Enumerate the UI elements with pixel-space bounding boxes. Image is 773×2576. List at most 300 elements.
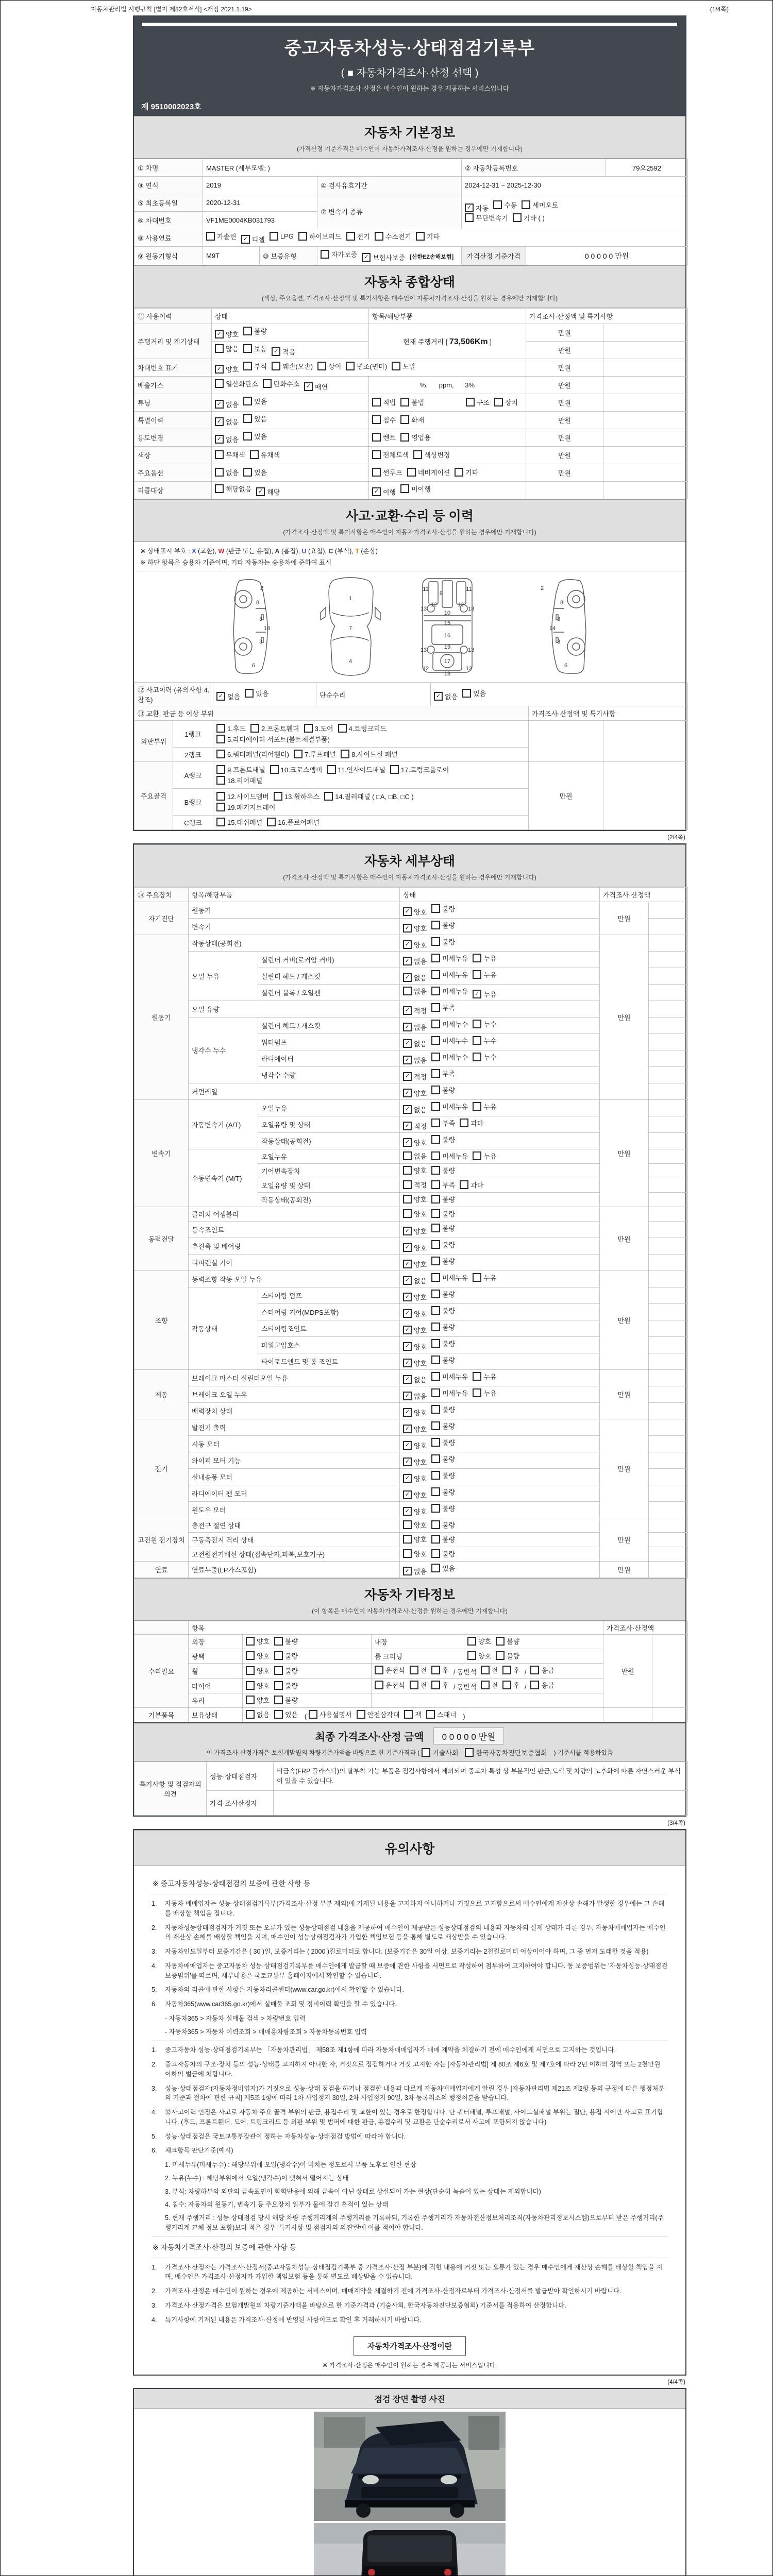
checkbox-7.루프패널[interactable] — [294, 749, 336, 759]
checkbox-양호[interactable] — [403, 1342, 427, 1351]
notice-item — [152, 2315, 668, 2325]
checkbox-있음[interactable] — [245, 688, 268, 698]
checkbox-불량[interactable] — [431, 1209, 455, 1218]
price-note — [649, 1502, 688, 1518]
price-note — [649, 1001, 688, 1018]
checkbox-없음[interactable] — [403, 973, 427, 982]
price-note — [649, 1050, 688, 1067]
checkbox-8.사이드실 패널[interactable] — [341, 749, 398, 759]
checkbox-불량[interactable] — [431, 1487, 455, 1497]
notice-item-text: 자동차매매업자는 중고자동차 성능·상태점검기록부를 매수인에게 발급할 때 보증에 관한 사항을 서면으로 작성하여 첨부하여 고지하여야 합니다. 동 보증범위는 '자동차성능·상태점검 보증범위'를 따르며, 세부내용은 국토교통부 홈페이지에서 확인할 수 있습니다. — [165, 1962, 668, 1979]
price-note — [649, 919, 688, 935]
checkbox-불량[interactable] — [431, 904, 455, 913]
checkbox-양호[interactable] — [246, 1636, 270, 1646]
checkbox-불량[interactable] — [243, 326, 267, 336]
checkbox-불량[interactable] — [431, 1454, 455, 1464]
checkbox-불량[interactable] — [274, 1681, 298, 1690]
checkbox-불법[interactable] — [400, 397, 424, 407]
col-major-device: ⑭ 주요장치 — [135, 888, 189, 902]
checkbox-불량[interactable] — [274, 1666, 298, 1675]
checkbox-3.도어[interactable] — [304, 723, 333, 733]
checkbox-부족[interactable] — [431, 1003, 455, 1012]
checkbox-유채색[interactable] — [250, 450, 280, 460]
checkbox-미이행[interactable] — [400, 484, 431, 494]
checkbox-미세누유[interactable] — [431, 1273, 468, 1282]
checkbox-적음[interactable] — [272, 347, 295, 357]
item-label: 고전원전기배선 상태(접속단자,피복,보호기구) — [189, 1547, 400, 1562]
checkbox-양호[interactable] — [403, 1490, 427, 1500]
checkbox-썬루프[interactable] — [372, 467, 402, 477]
checkbox-box — [243, 344, 252, 353]
checkbox-미세누유[interactable] — [431, 1371, 468, 1381]
checkbox-양호[interactable] — [403, 1440, 427, 1450]
checkbox-13.휠하우스[interactable] — [274, 791, 320, 801]
checkbox-변조(변타)[interactable] — [346, 361, 387, 371]
checkbox-구조[interactable] — [466, 397, 490, 407]
checkbox-무단변속기[interactable] — [465, 213, 508, 223]
checkbox-box — [462, 689, 471, 698]
notice-subitem: 1. 미세누유(미세누수) : 해당부위에 오일(냉각수)이 비치는 정도로서 부품 노후로 인한 현상 — [165, 2161, 416, 2168]
checkbox-15.대쉬패널[interactable] — [216, 817, 262, 827]
checkbox-1.후드[interactable] — [216, 723, 246, 733]
checkbox-6.쿼터패널(리어휀더)[interactable] — [216, 749, 289, 759]
checkbox-미세누유[interactable] — [431, 953, 468, 963]
checkbox-수소전기[interactable] — [375, 231, 411, 241]
checkbox-불량[interactable] — [431, 1322, 455, 1332]
checkbox-label: 있음 — [256, 689, 269, 698]
checkbox-적법[interactable] — [372, 397, 396, 407]
checkbox-양호[interactable] — [403, 923, 427, 933]
price-note — [649, 1452, 688, 1469]
checkbox-label: 미세누유 — [442, 1389, 468, 1397]
svg-text:3: 3 — [557, 616, 561, 622]
checkbox-미세누유[interactable] — [431, 1151, 468, 1161]
checkbox-영업용[interactable] — [400, 432, 431, 442]
checkbox-box — [431, 1069, 440, 1078]
checkbox-화재[interactable] — [400, 415, 424, 425]
checkbox-과다[interactable] — [460, 1118, 483, 1128]
notice-item-number: 3. — [152, 2301, 157, 2309]
checkbox-11.인사이드패널[interactable] — [327, 765, 385, 774]
checkbox-불량[interactable] — [431, 1165, 455, 1175]
checkbox-가솔린[interactable] — [206, 231, 237, 241]
checkbox-없음[interactable] — [403, 1055, 427, 1065]
checkbox-label: 16.플로어패널 — [278, 819, 320, 826]
checkbox-box — [481, 1666, 490, 1674]
checkbox-양호[interactable] — [246, 1695, 270, 1705]
checkbox-불량[interactable] — [431, 1338, 455, 1348]
checkbox-4.트렁크리드[interactable] — [338, 723, 387, 733]
checkbox-box — [431, 1564, 440, 1572]
checkbox-있음[interactable] — [431, 1563, 455, 1573]
checkbox-양호[interactable] — [215, 364, 239, 374]
checkbox-전[interactable] — [481, 1665, 498, 1675]
price-amount: 만원 — [526, 324, 603, 342]
svg-text:12: 12 — [465, 666, 473, 672]
checkbox-해당[interactable] — [256, 487, 280, 497]
checkbox-매연[interactable] — [304, 382, 328, 392]
checkbox-불량[interactable] — [431, 1404, 455, 1414]
checkbox-누유[interactable] — [473, 1273, 496, 1282]
checkbox-해당없음[interactable] — [215, 484, 251, 494]
checkbox-미세누유[interactable] — [431, 970, 468, 979]
checkbox-보통[interactable] — [243, 344, 267, 353]
checkbox-전체도색[interactable] — [372, 450, 409, 460]
item-label: 실내송풍 모터 — [189, 1469, 400, 1485]
checkbox-색상변경[interactable] — [413, 450, 450, 460]
checkbox-있음[interactable] — [243, 396, 267, 406]
checkbox-미세누유[interactable] — [431, 1388, 468, 1398]
checkbox-양호[interactable] — [403, 1473, 427, 1483]
checkbox-미세누수[interactable] — [431, 1036, 468, 1045]
checkbox-box: ✓ — [403, 1056, 412, 1064]
checkbox-양호[interactable] — [467, 1651, 491, 1660]
checkbox-양호[interactable] — [403, 1358, 427, 1368]
item-state — [400, 1100, 600, 1116]
checkbox-있음[interactable] — [243, 414, 267, 423]
checkbox-탄화수소[interactable] — [263, 379, 299, 388]
checkbox-없음[interactable] — [403, 1391, 427, 1401]
checkbox-보험사보증[interactable] — [362, 252, 405, 262]
checkbox-box — [431, 1372, 440, 1381]
checkbox-하이브리드[interactable] — [298, 231, 342, 241]
checkbox-label: 불량 — [285, 1652, 298, 1660]
checkbox-14.필러패널 ( □A, □B, □C )[interactable] — [324, 791, 414, 801]
checkbox-적정[interactable] — [403, 1180, 427, 1190]
checkbox-양호[interactable] — [467, 1636, 491, 1646]
checkbox-누수[interactable] — [473, 1052, 496, 1062]
checkbox-양호[interactable] — [403, 1506, 427, 1516]
price-amount: 만원 — [526, 412, 603, 429]
checkbox-후[interactable] — [431, 1680, 449, 1690]
checkbox-후[interactable] — [502, 1665, 520, 1675]
checkbox-불량[interactable] — [274, 1651, 298, 1660]
checkbox-한국자동차진단보증협회[interactable] — [465, 1748, 547, 1757]
checkbox-불량[interactable] — [274, 1636, 298, 1646]
checkbox-box — [431, 1151, 440, 1160]
checkbox-적정[interactable] — [403, 1006, 427, 1015]
notice-item-number: 3. — [152, 2084, 157, 2092]
checkbox-없음[interactable] — [215, 399, 239, 409]
checkbox-훼손(오손)[interactable] — [272, 361, 313, 371]
checkbox-없음[interactable] — [403, 1039, 427, 1048]
notice-item-text: 성능·상태점검자(자동차정비업자)가 거짓으로 성능·상태 점검을 하거나 점검한 내용과 다르게 자동차매매업자에게 알린 경우 [자동차관리법 제21조 제2항 등의 규정에 따른 행정처분의 기준과 절차에 관한 규칙] 제5조 1항에 따라 1차 사업정지 30일, 2차 사업정지 90일, 3차 등록취소의 행정처분을 받습니다. — [165, 2084, 665, 2102]
part-options — [369, 447, 526, 464]
checkbox-불량[interactable] — [431, 1194, 455, 1204]
checkbox-label: 적정 — [414, 1123, 427, 1130]
checkbox-없음[interactable] — [215, 434, 239, 444]
checkbox-잭[interactable] — [404, 1709, 422, 1719]
checkbox-불량[interactable] — [431, 1289, 455, 1299]
checkbox-적정[interactable] — [403, 1072, 427, 1081]
checkbox-부족[interactable] — [431, 1118, 455, 1128]
item-state — [400, 1547, 600, 1562]
checkbox-불량[interactable] — [431, 1549, 455, 1558]
item-label: 충전구 절연 상태 — [189, 1518, 400, 1533]
checkbox-있음[interactable] — [462, 688, 486, 698]
state-options — [212, 324, 369, 342]
final-price-note — [134, 1748, 685, 1757]
checkbox-자동[interactable] — [465, 203, 489, 213]
checkbox-없음[interactable] — [216, 691, 240, 701]
checkbox-10.크로스멤버[interactable] — [270, 765, 323, 774]
checkbox-불량[interactable] — [431, 937, 455, 946]
checkbox-과다[interactable] — [460, 1180, 483, 1190]
checkbox-기술사회[interactable] — [422, 1748, 458, 1757]
checkbox-양호[interactable] — [403, 1424, 427, 1434]
price-amount: 만원 — [600, 1518, 649, 1562]
checkbox-label: 없음 — [414, 1376, 427, 1384]
checkbox-label: 응급 — [541, 1682, 554, 1689]
price-note — [649, 1562, 688, 1578]
checkbox-후[interactable] — [502, 1680, 520, 1690]
checkbox-부식[interactable] — [243, 361, 267, 371]
checkbox-label: 후 — [442, 1667, 449, 1674]
checkbox-label: 보험사보증 — [373, 254, 406, 262]
checkbox-렌트[interactable] — [372, 432, 396, 442]
checkbox-수동[interactable] — [493, 200, 517, 210]
checkbox-box: ✓ — [372, 487, 381, 496]
checkbox-5.라디에이터 서포트(볼트체결부품)[interactable] — [216, 734, 330, 744]
item-state — [400, 1386, 600, 1403]
checkbox-세미오토[interactable] — [522, 200, 558, 210]
checkbox-양호[interactable] — [403, 1534, 427, 1544]
checkbox-침수[interactable] — [372, 415, 396, 425]
checkbox-후[interactable] — [431, 1665, 449, 1675]
checkbox-label: 과다 — [470, 1181, 484, 1189]
checkbox-전[interactable] — [410, 1665, 427, 1675]
notice-item-text: 체크항목 판단기준(예시) — [165, 2147, 233, 2155]
checkbox-2.프론트휀더[interactable] — [250, 723, 299, 733]
svg-text:12: 12 — [457, 602, 464, 608]
checkbox-누유[interactable] — [473, 1101, 496, 1111]
checkbox-box: ✓ — [403, 1490, 412, 1499]
checkbox-양호[interactable] — [403, 1325, 427, 1335]
checkbox-스패너[interactable] — [426, 1709, 457, 1719]
checkbox-양호[interactable] — [403, 1243, 427, 1252]
checkbox-label: 불량 — [442, 905, 456, 913]
checkbox-불량[interactable] — [431, 1437, 455, 1447]
checkbox-부족[interactable] — [431, 1180, 455, 1190]
checkbox-양호[interactable] — [403, 1292, 427, 1302]
item-state — [400, 968, 600, 985]
checkbox-부족[interactable] — [431, 1069, 455, 1078]
checkbox-불량[interactable] — [496, 1636, 519, 1646]
checkbox-없음[interactable] — [403, 1105, 427, 1114]
checkbox-없음[interactable] — [215, 467, 239, 477]
checkbox-box: ✓ — [403, 1375, 412, 1384]
checkbox-누유[interactable] — [473, 1151, 496, 1161]
checkbox-9.프론트패널[interactable] — [216, 765, 265, 774]
row-label: 용도변경 — [135, 429, 212, 447]
checkbox-box — [400, 415, 409, 424]
checkbox-label: 색상변경 — [424, 451, 450, 459]
checkbox-있음[interactable] — [243, 467, 267, 477]
checkbox-상이[interactable] — [317, 361, 341, 371]
checkbox-양호[interactable] — [403, 940, 427, 950]
checkbox-운전석[interactable] — [375, 1665, 405, 1675]
checkbox-운전석[interactable] — [375, 1680, 405, 1690]
checkbox-양호[interactable] — [215, 329, 239, 339]
item-label: 라디에이터 — [258, 1050, 400, 1067]
checkbox-box — [431, 970, 440, 979]
checkbox-box: ✓ — [403, 1276, 412, 1285]
svg-text:7: 7 — [348, 625, 352, 632]
checkbox-양호[interactable] — [403, 1194, 427, 1204]
checkbox-이행[interactable] — [372, 487, 396, 497]
checkbox-있음[interactable] — [274, 1709, 298, 1719]
checkbox-17.트렁크플로어[interactable] — [390, 765, 449, 774]
checkbox-불량[interactable] — [431, 1306, 455, 1315]
checkbox-전[interactable] — [410, 1680, 427, 1690]
checkbox-box — [431, 1180, 440, 1189]
checkbox-불량[interactable] — [431, 1085, 455, 1095]
checkbox-없음[interactable] — [246, 1709, 270, 1719]
checkbox-누유[interactable] — [473, 970, 496, 979]
checkbox-안전삼각대[interactable] — [357, 1709, 400, 1719]
checkbox-없음[interactable] — [403, 956, 427, 966]
checkbox-불량[interactable] — [431, 1534, 455, 1544]
checkbox-없음[interactable] — [403, 1375, 427, 1384]
checkbox-있음[interactable] — [243, 431, 267, 441]
notice-item-number: 3. — [152, 1948, 157, 1955]
checkbox-누수[interactable] — [473, 1036, 496, 1045]
checkbox-누유[interactable] — [473, 1388, 496, 1398]
checkbox-양호[interactable] — [403, 1226, 427, 1236]
checkbox-미세누유[interactable] — [431, 986, 468, 996]
checkbox-양호[interactable] — [403, 1520, 427, 1530]
checkbox-box — [431, 1681, 440, 1689]
checkbox-많음[interactable] — [215, 344, 239, 353]
checkbox-디젤[interactable] — [241, 234, 265, 244]
checkbox-자가보증[interactable] — [321, 249, 357, 259]
checkbox-label: 장치 — [505, 399, 518, 406]
checkbox-누수[interactable] — [473, 1019, 496, 1029]
checkbox-전[interactable] — [481, 1680, 498, 1690]
checkbox-네비게이션[interactable] — [407, 467, 450, 477]
checkbox-장치[interactable] — [494, 397, 518, 407]
col-state: 상태 — [400, 888, 600, 902]
item-state — [400, 1337, 600, 1353]
detail-title: 자동차 세부상태 — [364, 854, 455, 869]
checkbox-양호[interactable] — [403, 1408, 427, 1417]
checkbox-불량[interactable] — [431, 1134, 455, 1144]
price-amount: 만원 — [600, 1419, 649, 1518]
checkbox-16.플로어패널[interactable] — [267, 817, 320, 827]
checkbox-없음[interactable] — [434, 691, 458, 701]
checkbox-응급[interactable] — [530, 1665, 554, 1675]
checkbox-18.리어패널[interactable] — [216, 775, 262, 785]
checkbox-양호[interactable] — [246, 1681, 270, 1690]
checkbox-기타[interactable] — [455, 467, 478, 477]
checkbox-양호[interactable] — [403, 1259, 427, 1269]
checkbox-box — [431, 1306, 440, 1315]
price-note — [652, 1708, 688, 1722]
checkbox-없음[interactable] — [403, 1151, 427, 1161]
checkbox-미세누수[interactable] — [431, 1052, 468, 1062]
checkbox-불량[interactable] — [431, 1355, 455, 1365]
checkbox-적정[interactable] — [403, 1121, 427, 1131]
checkbox-누유[interactable] — [473, 1371, 496, 1381]
checkbox-불량[interactable] — [431, 1520, 455, 1530]
checkbox-없음[interactable] — [403, 986, 427, 996]
checkbox-label: 불량 — [442, 1536, 456, 1544]
label-reg-number: ② 자동차등록번호 — [462, 159, 606, 177]
checkbox-없음[interactable] — [403, 1566, 427, 1576]
checkbox-불량[interactable] — [431, 1503, 455, 1513]
checkbox-양호[interactable] — [403, 1209, 427, 1218]
page-marker-1: (1/4쪽) — [710, 6, 729, 13]
part-detail: %, ppm, 3% — [369, 377, 526, 394]
checkbox-불량[interactable] — [431, 1223, 455, 1233]
checkbox-무채색[interactable] — [215, 450, 245, 460]
checkbox-양호[interactable] — [246, 1666, 270, 1675]
checkbox-양호[interactable] — [403, 1549, 427, 1558]
checkbox-box — [455, 468, 463, 477]
item-state — [400, 1419, 600, 1436]
checkbox-불량[interactable] — [431, 1256, 455, 1266]
checkbox-box — [473, 1151, 481, 1160]
checkbox-불량[interactable] — [274, 1695, 298, 1705]
checkbox-불량[interactable] — [431, 920, 455, 930]
checkbox-응급[interactable] — [530, 1680, 554, 1690]
item-label: 기어변속장치 — [258, 1164, 400, 1178]
checkbox-양호[interactable] — [246, 1651, 270, 1660]
checkbox-없음[interactable] — [215, 417, 239, 427]
checkbox-불량[interactable] — [431, 1470, 455, 1480]
checkbox-미세누수[interactable] — [431, 1019, 468, 1029]
checkbox-불량[interactable] — [496, 1651, 519, 1660]
checkbox-불량[interactable] — [431, 1240, 455, 1249]
checkbox-LPG[interactable] — [270, 232, 294, 241]
checkbox-도말[interactable] — [392, 361, 415, 371]
svg-text:16: 16 — [444, 633, 451, 639]
checkbox-없음[interactable] — [403, 1022, 427, 1032]
checkbox-box — [216, 765, 225, 774]
checkbox-양호[interactable] — [403, 1309, 427, 1318]
checkbox-12.사이드멤버[interactable] — [216, 791, 269, 801]
checkbox-label: 있음 — [254, 398, 267, 405]
checkbox-사용설명서[interactable] — [309, 1709, 352, 1719]
checkbox-없음[interactable] — [403, 1276, 427, 1285]
checkbox-양호[interactable] — [403, 1457, 427, 1467]
item-label: 실린더 커버(로커암 커버) — [258, 952, 400, 968]
checkbox-label: 불량 — [442, 1307, 456, 1315]
checkbox-양호[interactable] — [403, 1138, 427, 1147]
checkbox-미세누유[interactable] — [431, 1101, 468, 1111]
checkbox-양호[interactable] — [403, 1088, 427, 1098]
checkbox-box — [243, 414, 252, 423]
item-label: 시동 모터 — [189, 1436, 400, 1452]
item-state — [400, 1222, 600, 1238]
checkbox-label: 14.필러패널 ( □A, □B, □C ) — [335, 792, 414, 801]
checkbox-기타 ( )[interactable] — [513, 213, 545, 223]
checkbox-일산화탄소[interactable] — [215, 379, 258, 388]
checkbox-누유[interactable] — [473, 953, 496, 963]
checkbox-누유[interactable] — [473, 989, 496, 999]
checkbox-box — [216, 735, 225, 743]
checkbox-불량[interactable] — [431, 1421, 455, 1431]
checkbox-기타[interactable] — [416, 231, 440, 241]
checkbox-양호[interactable] — [403, 1165, 427, 1175]
checkbox-label: 불량 — [442, 938, 456, 946]
checkbox-양호[interactable] — [403, 907, 427, 917]
checkbox-label: 불량 — [442, 1357, 456, 1364]
price-note — [652, 1635, 688, 1708]
notice-item-number: 4. — [152, 1962, 157, 1970]
checkbox-19.패키지트레이[interactable] — [216, 802, 275, 812]
checkbox-전기[interactable] — [346, 231, 370, 241]
